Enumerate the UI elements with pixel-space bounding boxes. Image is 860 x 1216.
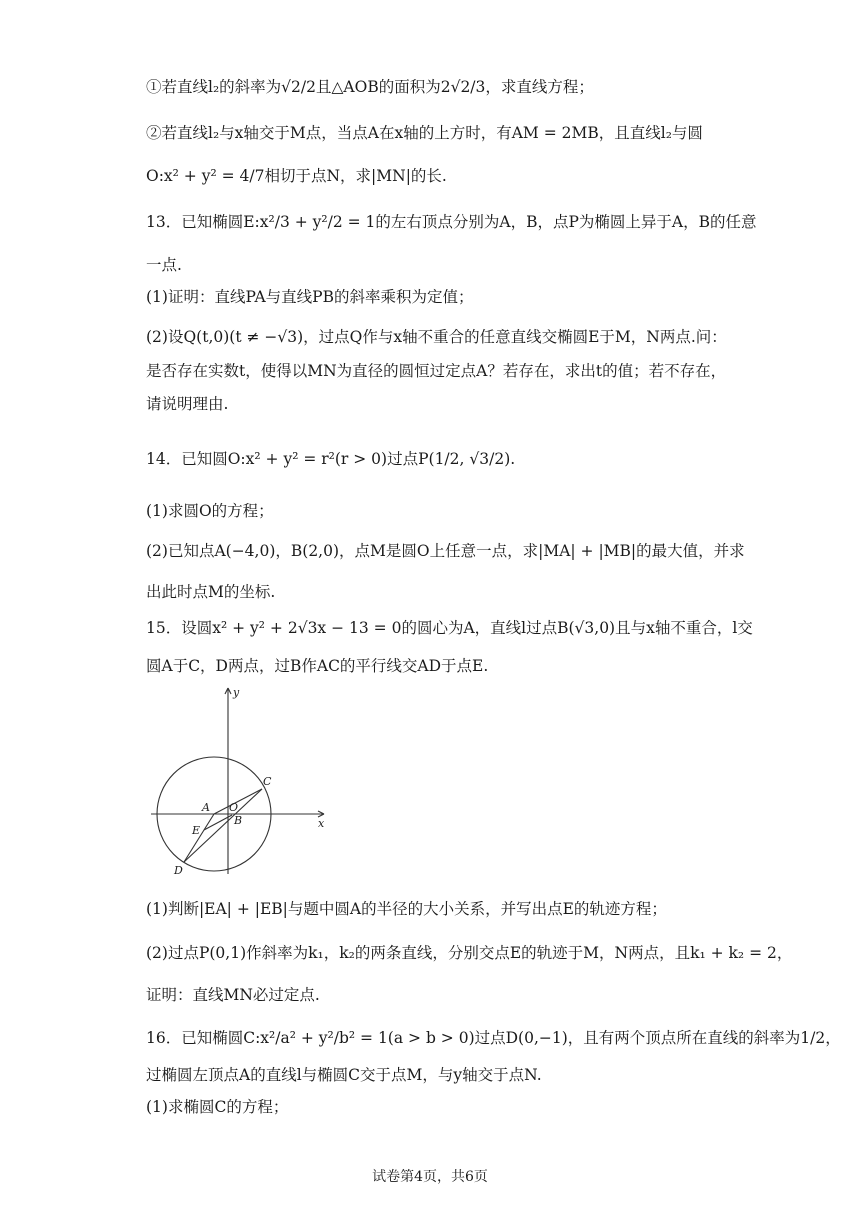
text-line: (1)求椭圆C的方程； bbox=[146, 1098, 289, 1116]
text-line: (1)判断|EA| + |EB|与题中圆A的半径的大小关系，并写出点E的轨迹方程； bbox=[146, 900, 667, 918]
text-line: (2)设Q(t,0)(t ≠ −√3)，过点Q作与x轴不重合的任意直线交椭圆E于M，N两点.问： bbox=[146, 328, 727, 346]
text-line: ①若直线l₂的斜率为√2/2且△AOB的面积为2√2/3，求直线方程； bbox=[146, 78, 594, 96]
label-b: B bbox=[234, 814, 243, 827]
label-y: y bbox=[233, 686, 240, 699]
label-x: x bbox=[318, 817, 325, 830]
text-line: (2)已知点A(−4,0)，B(2,0)，点M是圆O上任意一点，求|MA| + |MB|的最大值，并求 bbox=[146, 542, 745, 560]
text-line: 证明：直线MN必过定点. bbox=[146, 986, 320, 1004]
text-line: 出此时点M的坐标. bbox=[146, 583, 276, 601]
text-line: (1)证明：直线PA与直线PB的斜率乘积为定值； bbox=[146, 288, 474, 306]
label-d: D bbox=[174, 864, 183, 877]
label-c: C bbox=[263, 775, 272, 788]
label-o: O bbox=[229, 801, 239, 814]
text-line: 14．已知圆O:x² + y² = r²(r > 0)过点P(1/2, √3/2). bbox=[146, 450, 516, 468]
text-line: 一点. bbox=[146, 256, 182, 274]
text-line: 过椭圆左顶点A的直线l与椭圆C交于点M，与y轴交于点N. bbox=[146, 1066, 542, 1084]
page-footer: 试卷第4页，共6页 bbox=[372, 1169, 488, 1185]
text-line: 16．已知椭圆C:x²/a² + y²/b² = 1(a > b > 0)过点D(0,−1)，且有两个顶点所在直线的斜率为1/2， bbox=[146, 1029, 841, 1047]
text-line: 15．设圆x² + y² + 2√3x − 13 = 0的圆心为A，直线l过点B(√3,0)且与x轴不重合，l交 bbox=[146, 619, 753, 637]
text-line: O:x² + y² = 4/7相切于点N，求|MN|的长. bbox=[146, 167, 447, 185]
label-e: E bbox=[192, 824, 201, 837]
text-line: (1)求圆O的方程； bbox=[146, 502, 274, 520]
geometry-figure bbox=[146, 684, 346, 880]
text-line: 是否存在实数t，使得以MN为直径的圆恒过定点A？若存在，求出t的值；若不存在， bbox=[146, 362, 727, 380]
text-line: 请说明理由. bbox=[146, 395, 229, 413]
label-a: A bbox=[202, 801, 210, 814]
text-line: 13．已知椭圆E:x²/3 + y²/2 = 1的左右顶点分别为A，B，点P为椭圆上异于A，B的任意 bbox=[146, 213, 757, 231]
text-line: ②若直线l₂与x轴交于M点，当点A在x轴的上方时，有AM = 2MB，且直线l₂与圆 bbox=[146, 124, 703, 142]
text-line: (2)过点P(0,1)作斜率为k₁，k₂的两条直线，分别交点E的轨迹于M，N两点，且k₁ + k₂ = 2， bbox=[146, 944, 793, 962]
text-line: 圆A于C，D两点，过B作AC的平行线交AD于点E. bbox=[146, 657, 489, 675]
